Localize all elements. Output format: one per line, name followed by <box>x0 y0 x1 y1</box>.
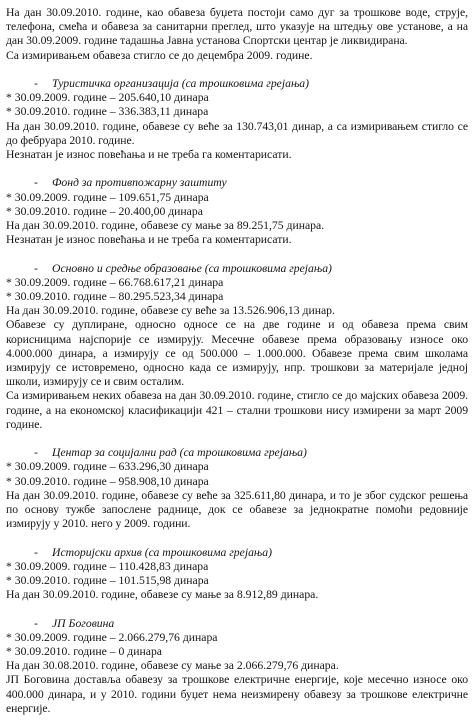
section-heading <box>6 617 468 631</box>
heading-text: Туристичка организација (са трошковима грејања) <box>52 77 310 90</box>
amount-line: * 30.09.2009. године – 66.768.617,21 динара <box>6 275 224 289</box>
heading-text: Фонд за противпожарну заштиту <box>52 176 227 190</box>
body-paragraph: На дан 30.09.2010. године, обавезе су веће за 325.611,80 динара, и то је због судског решења по основу тужбе запослене раднице, док се обавезе за једнократне помоћи редовније измирују у 2010. него у 2009. години. <box>6 488 468 531</box>
paragraph-gap <box>6 162 468 176</box>
amount-line: * 30.09.2010. године – 958.908,10 динара <box>6 474 209 488</box>
body-paragraph: На дан 30.09.2010. године, обавезе су веће за 130.743,01 динар, а са измиривањем стигло се до фебруара 2010. године. <box>6 119 468 147</box>
paragraph-gap <box>6 63 468 77</box>
heading-text: Основно и средње образовање (са трошковима грејања) <box>52 261 332 275</box>
heading-text: Центар за социјални рад (са трошковима грејања) <box>52 446 307 460</box>
section-heading <box>6 77 468 91</box>
paragraph-gap <box>6 247 468 261</box>
paragraph-gap <box>6 432 468 446</box>
section-heading <box>6 446 468 460</box>
amount-line: * 30.09.2009. године – 109.651,75 динара <box>6 190 209 204</box>
heading-dash: - <box>34 77 38 90</box>
heading-text: Историјски архив (са трошковима грејања) <box>52 545 272 559</box>
text-line: Са измиривањем обавеза стигло се до децембра 2009. године. <box>6 48 313 62</box>
section-heading <box>6 262 468 276</box>
text-line: На дан 30.09.2010. године, обавезе су мање за 89.251,75 динара. <box>6 219 325 233</box>
heading-dash: - <box>34 616 38 630</box>
heading-dash: - <box>34 261 38 275</box>
heading-text: ЈП Боговина <box>52 616 115 630</box>
amount-line: * 30.09.2010. године – 336.383,11 динара <box>6 105 209 119</box>
section-heading <box>6 546 468 560</box>
heading-dash: - <box>34 176 38 190</box>
amount-line: * 30.09.2009. године – 2.066.279,76 динара <box>6 630 218 644</box>
text-line: На дан 30.09.2010. године, обавезе су веће за 13.526.906,13 динар. <box>6 304 335 318</box>
body-paragraph: Обавезе су дуплиране, односно односе се на две године и од обавеза према свим корисницима најспорије се измирују. Месечне обавезе према образовању износе око 4.000.000 динара, а измирују се од 500.000 – 1.000.000. Обавезе према свим школама измирују се истовремено, односно када се измирују, нпр. трошкови за материјале једној школи, измирују се и свим осталим. <box>6 318 468 389</box>
amount-line: * 30.09.2010. године – 20.400,00 динара <box>6 204 203 218</box>
heading-dash: - <box>34 545 38 559</box>
text-line: Незнатан је износ повећања и не треба га коментарисати. <box>6 233 292 247</box>
section-heading <box>6 176 468 190</box>
amount-line: * 30.09.2009. године – 205.640,10 динара <box>6 91 209 105</box>
paragraph-gap <box>6 602 468 616</box>
document-page <box>6 6 468 716</box>
body-paragraph: На дан 30.09.2010. године, као обавеза буџета постоји само дуг за трошкове воде, струје, телефона, смећа и обавеза за санитарни преглед, што указује на штедњу ове установе, а на дан 30.09.2009. године тадашња Јавна установа Спортски центар је ликвидирана. <box>6 6 468 48</box>
body-paragraph: ЈП Боговина доставља обавезу за трошкове електричне енергије, које месечно износе око 400.000 динара, и у 2010. години буџет нема неизмирену обавезу за трошкове електричне енергије. <box>6 673 468 715</box>
body-paragraph: Са измиривањем неких обавеза на дан 30.09.2010. године, стигло се до мајских обавеза 2009. године, а на економској класификацији 421 – стални трошкови нису измирени за март 2009 године. <box>6 389 468 431</box>
text-line: Незнатан је износ повећања и не треба га коментарисати. <box>6 148 292 162</box>
amount-line: * 30.09.2010. године – 101.515,98 динара <box>6 574 209 588</box>
text-line: На дан 30.09.2010. године, обавезе су мање за 8.912,89 динара. <box>6 588 319 602</box>
amount-line: * 30.09.2010. године – 0 динара <box>6 645 162 659</box>
heading-dash: - <box>34 446 38 460</box>
text-line: На дан 30.08.2010. године, обавезе су мање за 2.066.279,76 динара. <box>6 659 339 673</box>
amount-line: * 30.09.2009. године – 633.296,30 динара <box>6 460 209 474</box>
amount-line: * 30.09.2010. године – 80.295.523,34 динара <box>6 290 224 304</box>
amount-line: * 30.09.2009. године – 110.428,83 динара <box>6 559 209 573</box>
paragraph-gap <box>6 531 468 545</box>
